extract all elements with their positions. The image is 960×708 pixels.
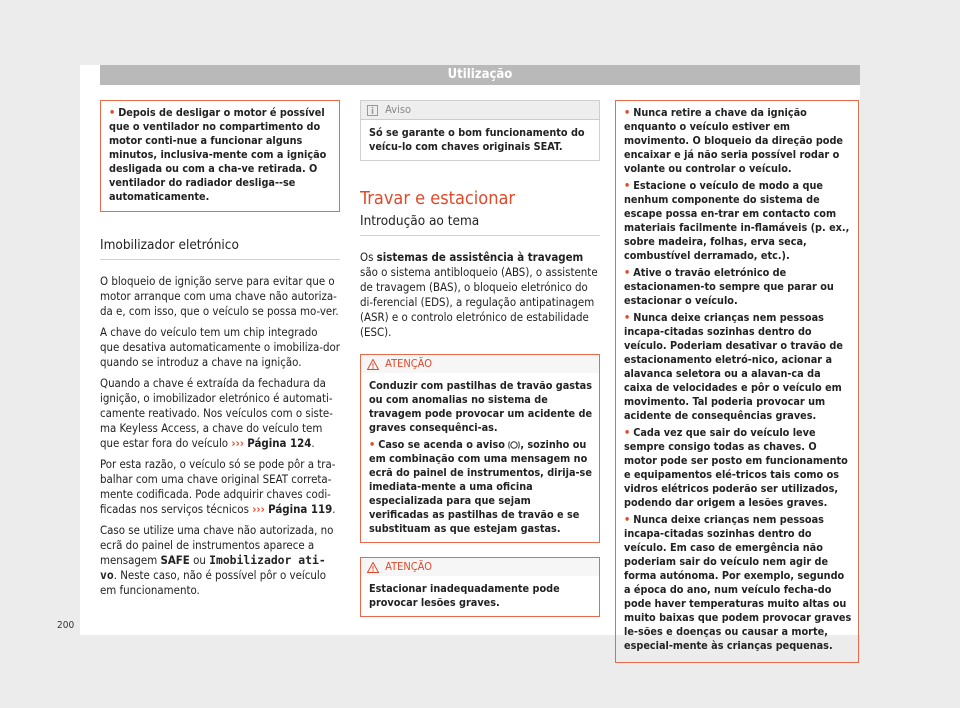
brake-warning-icon — [508, 440, 520, 450]
warning-continuation-box — [615, 100, 859, 663]
arrow-icon: ››› — [231, 436, 245, 450]
bullet-icon: • — [624, 513, 631, 526]
paragraph: Quando a chave é extraída da fechadura da ignição, o imobilizador eletrónico é automati-camente reativado. Nos veículos com o siste-ma Keyless Access, a chave do veículo tem que estar fora do veículo ››› Página 124. — [100, 376, 333, 450]
warning-header: ATENÇÃO — [361, 558, 599, 576]
warning-bullet: • Nunca retire a chave da ignição enquanto o veículo estiver em movimento. O bloqueio da direção pode encaixar e já não seria possível rodar o volante ou controlar o veículo. — [624, 106, 843, 175]
box-bullet: • Depois de desligar o motor é possível que o ventilador no compartimento do motor conti-nue a funcionar alguns minutos, inclusiva-mente com a ignição desligada ou com a cha-ve retirada. O ventilador do radiador desliga--se automaticamente. — [109, 106, 327, 203]
page-number: 200 — [57, 620, 75, 631]
note-box — [360, 100, 600, 161]
bullet-icon: • — [624, 266, 631, 279]
warning-bullet: • Nunca deixe crianças nem pessoas incapa-citadas sozinhas dentro do veículo. Em caso de emergência não poderiam sair do veículo nem agir de forma autónoma. Por exemplo, segundo a época do ano, num veículo fecha-do pode haver temperaturas muito altas ou muito baixas que podem provocar graves le-sões e doenças ou causar a morte, especial-mente às crianças pequenas. — [624, 513, 852, 652]
bullet-icon: • — [109, 106, 116, 119]
paragraph: Os sistemas de assistência à travagem são o sistema antibloqueio (ABS), o assistente de travagem (BAS), o bloqueio eletrónico do di-ferencial (EDS), a regulação antipatinagem (ASR) e o controlo eletrónico de estabilidade (ESC). — [360, 250, 598, 339]
paragraph: A chave do veículo tem um chip integrado que desativa automaticamente o imobiliza-dor quando se introduz a chave na ignição. — [100, 325, 340, 369]
note-body: Só se garante o bom funcionamento do veícu-lo com chaves originais SEAT. — [369, 126, 585, 153]
warning-bullet: • Ative o travão eletrónico de estacionamen-to sempre que parar ou estacionar o veículo. — [624, 266, 834, 307]
warning-box — [360, 557, 600, 617]
column-right — [615, 100, 859, 663]
warning-text: Conduzir com pastilhas de travão gastas ou com anomalias no sistema de travagem pode provocar um acidente de graves consequênci-as. — [369, 379, 593, 434]
section-heading: Imobilizador eletrónico — [100, 238, 340, 260]
column-middle — [360, 100, 600, 617]
chapter-title: Travar e estacionar — [360, 188, 516, 209]
warning-triangle-icon — [367, 359, 379, 370]
paragraph: Caso se utilize uma chave não autorizada, no ecrã do painel de instrumentos aparece a mensagem SAFE ou Imobilizador ati-vo. Neste caso, não é possível pôr o veículo em funcionamento. — [100, 523, 334, 597]
bullet-icon: • — [624, 106, 631, 119]
page-link[interactable]: Página 119 — [268, 502, 333, 516]
bullet-icon: • — [624, 179, 631, 192]
section-heading: Introdução ao tema — [360, 214, 600, 236]
warning-bullet: • Estacione o veículo de modo a que nenhum componente do sistema de escape possa en-trar em contacto com materiais facilmente in-flamáveis (p. ex., sobre madeira, folhas, erva seca, combustível derramado, etc.). — [624, 179, 850, 262]
bullet-icon: • — [624, 426, 631, 439]
paragraph: O bloqueio de ignição serve para evitar que o motor arranque com uma chave não autoriza-da e, com isso, que o veículo se possa mo-ver. — [100, 274, 339, 318]
paragraph: Por esta razão, o veículo só se pode pôr a tra-balhar com uma chave original SEAT correta-mente codificada. Pode adquirir chaves codi-ficadas nos serviços técnicos ››› Página 119. — [100, 457, 336, 516]
page-link[interactable]: Página 124 — [247, 436, 312, 450]
warning-box — [360, 354, 600, 543]
warning-text: Estacionar inadequadamente pode provocar lesões graves. — [369, 582, 560, 609]
note-icon — [367, 105, 378, 116]
bullet-icon: • — [624, 311, 631, 324]
bullet-icon: • — [369, 438, 376, 451]
warning-bullet: • Nunca deixe crianças nem pessoas incapa-citadas sozinhas dentro do veículo. Poderiam desativar o travão de estacionamento eletró-nico, acionar a alavanca seletora ou a alavan-ca da caixa de velocidades e pôr o veículo em movimento. Tal poderia provocar um acidente de consequências graves. — [624, 311, 843, 422]
arrow-icon: ››› — [252, 502, 265, 516]
warning-triangle-icon — [367, 562, 379, 573]
page-header: Utilização — [100, 65, 860, 85]
warning-bullet: • Cada vez que sair do veículo leve sempre consigo todas as chaves. O motor pode ser posto em funcionamento e equipamentos elé-tricos tais como os vidros elétricos poderão ser utilizados, podendo dar origem a lesões graves. — [624, 426, 848, 509]
note-header: Aviso — [361, 101, 599, 120]
warning-bullet: • Caso se acenda o aviso , sozinho ou em combinação com uma mensagem no ecrã do painel de instrumentos, dirija-se imediata-mente a uma oficina especializada para que sejam verificadas as pastilhas de travão e se substituam as que estejam gastas. — [369, 438, 592, 535]
warning-header: ATENÇÃO — [361, 355, 599, 373]
column-left — [100, 100, 340, 604]
warning-continuation-box — [100, 100, 340, 212]
